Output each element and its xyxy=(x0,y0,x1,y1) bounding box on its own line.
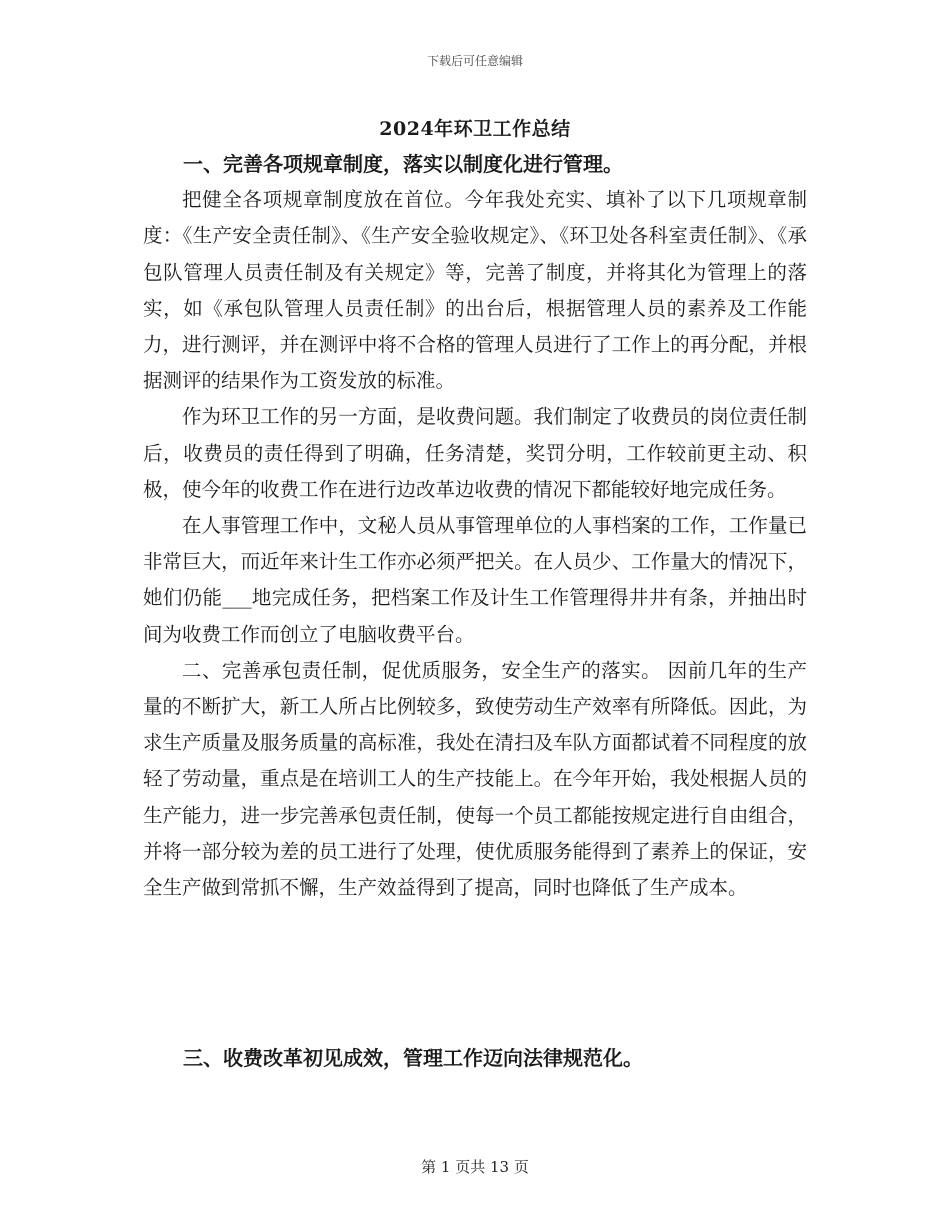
paragraph-2: 作为环卫工作的另一方面，是收费问题。我们制定了收费员的岗位责任制后，收费员的责任得到了明确，任务清楚，奖罚分明，工作较前更主动、积极，使今年的收费工作在进行边改革边收费的情况下都能较好地完成任务。 xyxy=(143,405,807,501)
document-title: 2024年环卫工作总结 xyxy=(379,118,571,140)
paragraph-3: 在人事管理工作中，文秘人员从事管理单位的人事档案的工作，工作量已非常巨大，而近年来计生工作亦必须严把关。在人员少、工作量大的情况下，她们仍能___地完成任务，把档案工作及计生工作管理得井井有条，并抽出时间为收费工作而创立了电脑收费平台。 xyxy=(143,514,807,646)
section-heading-1: 一、完善各项规章制度，落实以制度化进行管理。 xyxy=(183,152,623,176)
section-heading-3: 三、收费改革初见成效，管理工作迈向法律规范化。 xyxy=(183,1046,643,1070)
page-footer: 第 1 页共 13 页 xyxy=(421,1158,529,1176)
paragraph-1: 把健全各项规章制度放在首位。今年我处充实、填补了以下几项规章制度：《生产安全责任制》、《生产安全验收规定》、《环卫处各科室责任制》、《承包队管理人员责任制及有关规定》等，完善了制度，并将其化为管理上的落实，如《承包队管理人员责任制》的出台后，根据管理人员的素养及工作能力，进行测评，并在测评中将不合格的管理人员进行了工作上的再分配，并根据测评的结果作为工资发放的标准。 xyxy=(143,188,807,393)
document-body xyxy=(143,146,807,906)
header-note: 下载后可任意编辑 xyxy=(426,54,523,68)
paragraph-4: 二、完善承包责任制，促优质服务，安全生产的落实。 因前几年的生产量的不断扩大，新工人所占比例较多，致使劳动生产效率有所降低。因此，为求生产质量及服务质量的高标准，我处在清扫及车队方面都试着不同程度的放轻了劳动量，重点是在培训工人的生产技能上。在今年开始，我处根据人员的生产能力，进一步完善承包责任制，使每一个员工都能按规定进行自由组合，并将一部分较为差的员工进行了处理，使优质服务能得到了素养上的保证，安全生产做到常抓不懈，生产效益得到了提高，同时也降低了生产成本。 xyxy=(143,658,807,900)
